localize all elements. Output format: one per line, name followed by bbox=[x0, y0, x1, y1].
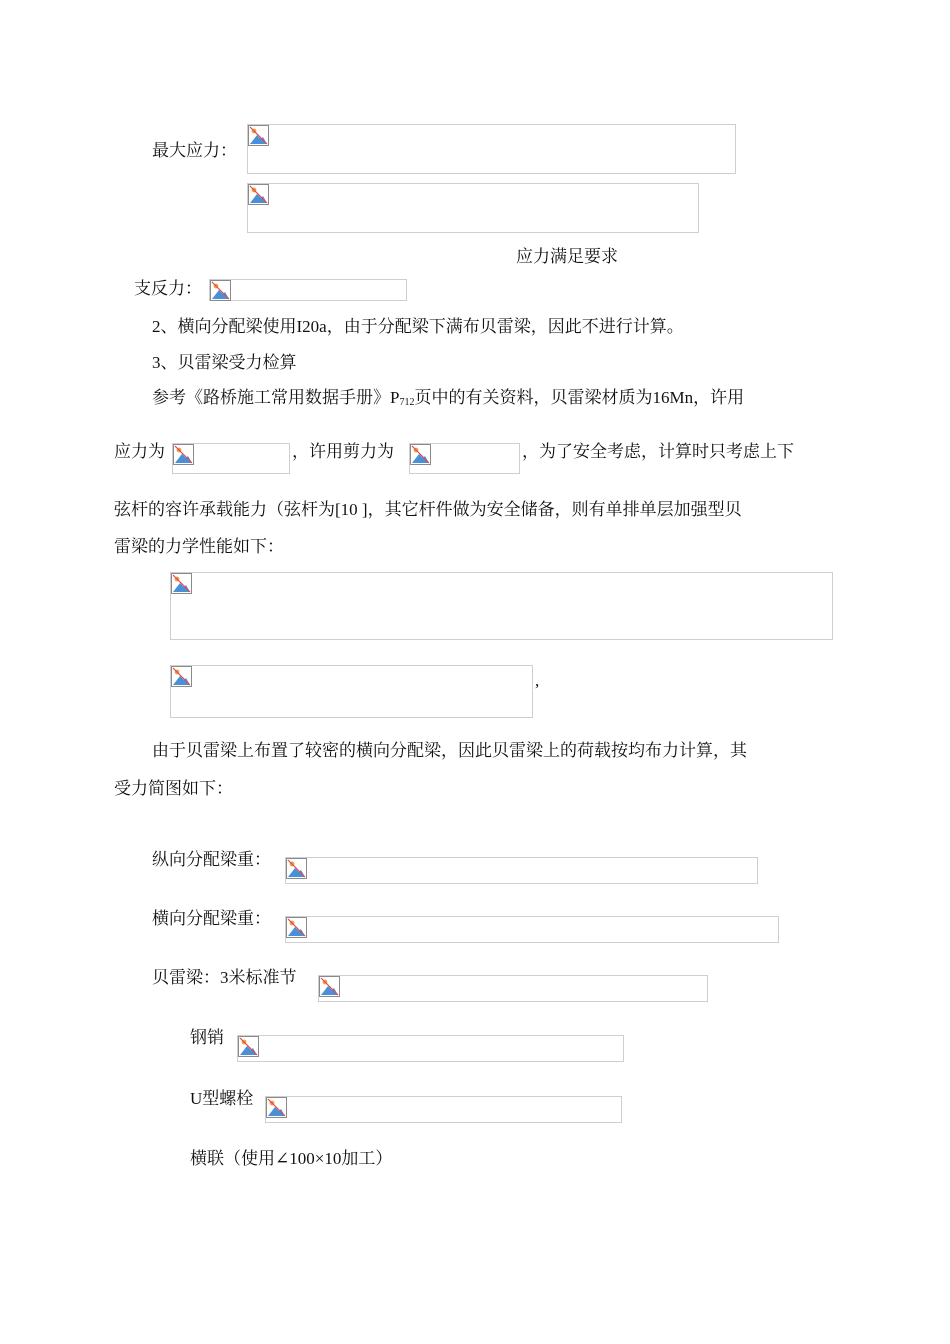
paragraph-line: 受力简图如下： bbox=[114, 779, 233, 798]
long-beam-weight-label: 纵向分配梁重： bbox=[152, 850, 271, 869]
paragraph-line: 雷梁的力学性能如下： bbox=[114, 537, 284, 556]
broken-image-icon bbox=[171, 573, 192, 594]
broken-image-icon bbox=[266, 1097, 287, 1118]
bailey-label: 贝雷梁：3米标准节 bbox=[152, 968, 297, 987]
formula-image bbox=[172, 443, 290, 474]
support-reaction-label: 支反力： bbox=[134, 279, 202, 298]
allowable-shear-label: ，许用剪力为 bbox=[292, 442, 394, 461]
item-3-heading: 3、贝雷梁受力检算 bbox=[152, 353, 297, 372]
pin-label: 钢销 bbox=[190, 1028, 224, 1047]
broken-image-icon bbox=[173, 444, 194, 465]
broken-image-icon bbox=[210, 280, 231, 301]
formula-image bbox=[409, 443, 520, 474]
formula-image bbox=[265, 1096, 622, 1123]
item-2: 2、横向分配梁使用I20a，由于分配梁下满布贝雷梁，因此不进行计算。 bbox=[152, 317, 684, 336]
formula-image bbox=[247, 124, 736, 174]
stress-ok-text: 应力满足要求 bbox=[516, 247, 618, 266]
broken-image-icon bbox=[238, 1036, 259, 1057]
formula-image bbox=[237, 1035, 624, 1062]
broken-image-icon bbox=[286, 917, 307, 938]
paragraph-line: ，为了安全考虑，计算时只考虑上下 bbox=[522, 442, 794, 461]
allowable-stress-label: 应力为 bbox=[114, 442, 165, 461]
broken-image-icon bbox=[286, 858, 307, 879]
formula-image bbox=[247, 183, 699, 233]
formula-image bbox=[170, 665, 533, 718]
paragraph-line: 弦杆的容许承载能力（弦杆为[10 ]，其它杆件做为安全储备，则有单排单层加强型贝 bbox=[114, 500, 742, 519]
broken-image-icon bbox=[248, 184, 269, 205]
formula-image bbox=[285, 916, 779, 943]
trans-beam-weight-label: 横向分配梁重： bbox=[152, 909, 271, 928]
broken-image-icon bbox=[319, 976, 340, 997]
comma-text: , bbox=[535, 671, 540, 690]
broken-image-icon bbox=[410, 444, 431, 465]
bracing-label: 横联（使用∠100×10加工） bbox=[190, 1149, 393, 1168]
paragraph-line: 参考《路桥施工常用数据手册》$P_{712}$页中的有关资料，贝雷梁材质为16Mn，许用 bbox=[152, 388, 745, 408]
u-bolt-label: U型螺栓 bbox=[190, 1089, 254, 1108]
formula-image bbox=[170, 572, 833, 640]
max-stress-label: 最大应力： bbox=[152, 141, 237, 160]
formula-image bbox=[285, 857, 758, 884]
formula-image bbox=[318, 975, 708, 1002]
paragraph-line: 由于贝雷梁上布置了较密的横向分配梁，因此贝雷梁上的荷载按均布力计算，其 bbox=[152, 741, 747, 760]
broken-image-icon bbox=[248, 125, 269, 146]
formula-image bbox=[209, 279, 407, 301]
broken-image-icon bbox=[171, 666, 192, 687]
